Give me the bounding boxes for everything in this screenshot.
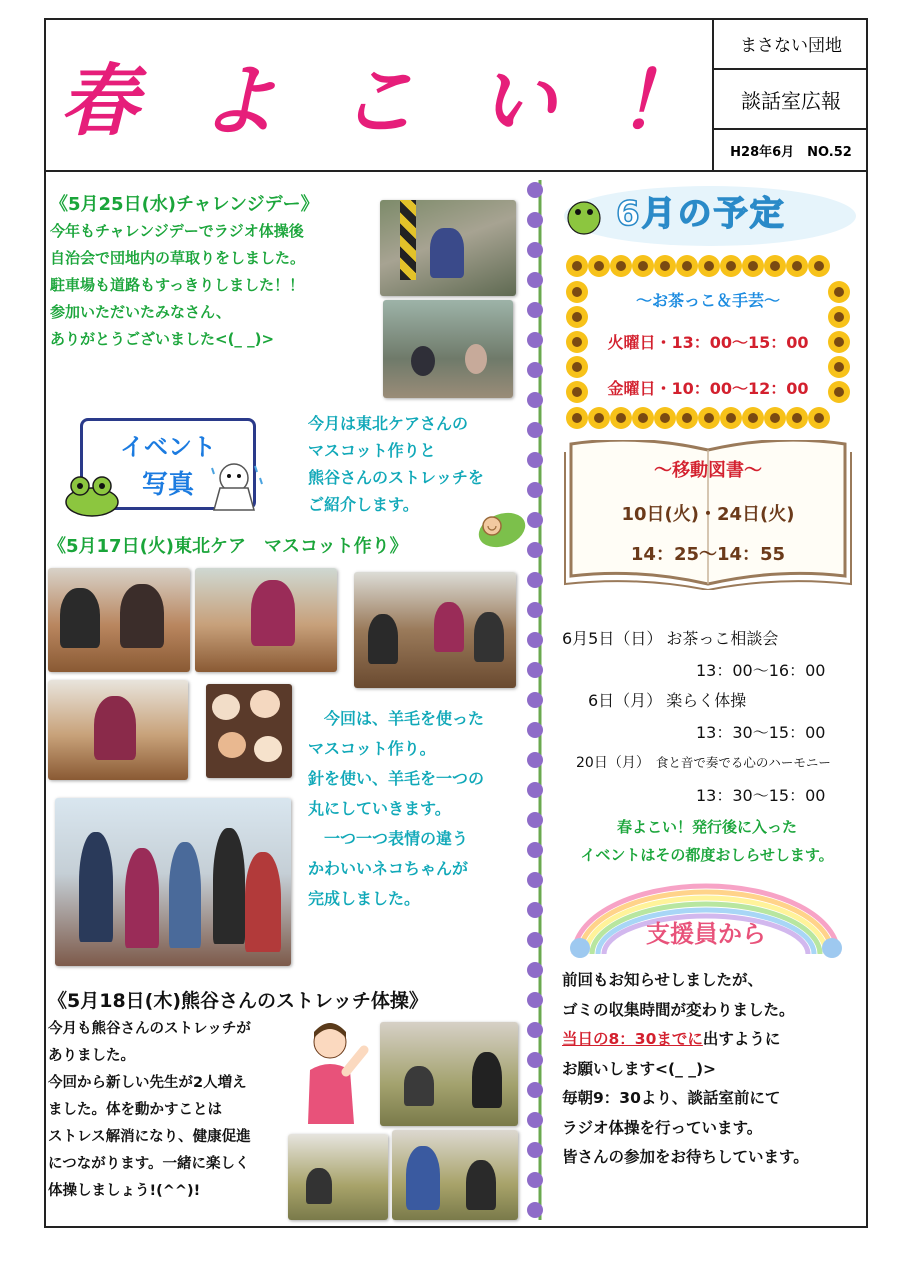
morning-glory-icon bbox=[527, 362, 543, 378]
mascot-photo-4 bbox=[48, 680, 188, 780]
cat-mascots-photo bbox=[206, 684, 292, 778]
badge-line: イベント bbox=[120, 433, 216, 461]
text-line: 前回もお知らせしましたが、 bbox=[562, 971, 764, 989]
morning-glory-icon bbox=[527, 1022, 543, 1038]
sunflower-center bbox=[704, 413, 714, 423]
stretch-photo-2 bbox=[288, 1134, 388, 1220]
morning-glory-icon bbox=[527, 1172, 543, 1188]
schedule-time: 13：00～16：00 bbox=[696, 661, 826, 680]
schedule-note-2: イベントはその都度おしらせします。 bbox=[580, 846, 834, 864]
morning-glory-icon bbox=[527, 1142, 543, 1158]
text-line: ストレス解消になり、健康促進 bbox=[48, 1129, 251, 1145]
morning-glory-icon bbox=[527, 542, 543, 558]
sunflower-center bbox=[748, 413, 758, 423]
text-line: 駐車場も道路もすっきりしました！！ bbox=[50, 276, 305, 294]
sunflower-center bbox=[594, 261, 604, 271]
morning-glory-icon bbox=[527, 332, 543, 348]
newsletter-name: 談話室広報 bbox=[712, 70, 868, 128]
morning-glory-icon bbox=[527, 932, 543, 948]
sunflower-center bbox=[792, 413, 802, 423]
weeding-photo-2 bbox=[383, 300, 513, 398]
june-schedule-title: 6月の予定 bbox=[616, 194, 786, 234]
schedule-date: 6月5日（日） bbox=[562, 629, 663, 648]
text-line: 自治会で団地内の草取りをしました。 bbox=[50, 249, 306, 267]
mascot-photo-1 bbox=[48, 568, 190, 672]
morning-glory-icon bbox=[527, 902, 543, 918]
text-line: 完成しました。 bbox=[308, 889, 421, 908]
text-line: ラジオ体操を行っています。 bbox=[562, 1118, 763, 1137]
sunflower-center bbox=[814, 413, 824, 423]
text-line: ゴミの収集時間が変わりました。 bbox=[562, 1000, 795, 1019]
support-title: 支援員から bbox=[646, 920, 766, 948]
text-line: 体操しましょう!(^^)! bbox=[48, 1183, 201, 1199]
sunflower-center bbox=[814, 261, 824, 271]
morning-glory-icon bbox=[527, 992, 543, 1008]
text-line: ありました。 bbox=[48, 1048, 135, 1064]
sunflower-center bbox=[726, 261, 736, 271]
sunflower-center bbox=[704, 261, 714, 271]
event-intro bbox=[308, 410, 528, 518]
weeding-photo-1 bbox=[380, 200, 516, 296]
schedule-note-1: 春よこい！発行後に入った bbox=[616, 818, 797, 836]
text-line: 参加いただいたみなさん、 bbox=[50, 303, 231, 321]
sunflower-center bbox=[616, 261, 626, 271]
header-divider bbox=[44, 170, 868, 172]
morning-glory-icon bbox=[527, 662, 543, 678]
morning-glory-icon bbox=[527, 1052, 543, 1068]
flower-vine-divider bbox=[525, 180, 555, 1220]
sunflower-center bbox=[834, 362, 844, 372]
schedule-event: お茶っこ相談会 bbox=[666, 629, 779, 648]
tea-craft-tuesday: 火曜日・13：00～15：00 bbox=[607, 333, 809, 352]
mascot-text bbox=[308, 704, 523, 914]
text-line: ご紹介します。 bbox=[308, 495, 419, 514]
sunflower-center bbox=[682, 413, 692, 423]
sunflower-center bbox=[638, 261, 648, 271]
morning-glory-icon bbox=[527, 422, 543, 438]
sunflower-center bbox=[572, 362, 582, 372]
text-line: 今年もチャレンジデーでラジオ体操後 bbox=[50, 222, 304, 240]
mascot-photo-3 bbox=[354, 572, 516, 688]
title-char: ！ bbox=[617, 57, 700, 147]
morning-glory-icon bbox=[527, 962, 543, 978]
support-text bbox=[562, 966, 862, 1173]
morning-glory-icon bbox=[527, 842, 543, 858]
sunflower-center bbox=[834, 312, 844, 322]
sunflower-center bbox=[572, 312, 582, 322]
sunflower-center bbox=[572, 261, 582, 271]
text-line: マスコット作り。 bbox=[308, 739, 436, 758]
mobile-library-box bbox=[563, 440, 853, 590]
challenge-day-heading: 《5月25日(水)チャレンジデー》 bbox=[50, 194, 319, 215]
text-line: 毎朝9：30より、談話室前にて bbox=[562, 1089, 781, 1107]
group-photo bbox=[55, 798, 291, 966]
morning-glory-icon bbox=[527, 782, 543, 798]
sunflower-center bbox=[770, 413, 780, 423]
morning-glory-icon bbox=[527, 482, 543, 498]
title-char: こ bbox=[338, 57, 421, 147]
stretch-text bbox=[48, 1016, 298, 1205]
sunflower-center bbox=[770, 261, 780, 271]
morning-glory-icon bbox=[527, 212, 543, 228]
snail-leaf-icon bbox=[472, 506, 528, 550]
schedule-time: 13：30～15：00 bbox=[696, 723, 826, 742]
morning-glory-icon bbox=[527, 1202, 543, 1218]
challenge-day-text bbox=[50, 218, 380, 353]
tea-craft-title: ～お茶っこ＆手芸～ bbox=[635, 291, 780, 310]
sunflower-center bbox=[594, 413, 604, 423]
sunflower-center bbox=[660, 413, 670, 423]
issue-number: H28年6月 NO.52 bbox=[712, 130, 868, 170]
org-name: まさない団地 bbox=[712, 18, 868, 68]
morning-glory-icon bbox=[527, 1112, 543, 1128]
schedule-date: 20日（月） bbox=[576, 755, 650, 771]
title-char: 春 bbox=[60, 57, 143, 147]
tea-craft-friday: 金曜日・10：00～12：00 bbox=[607, 379, 809, 398]
title-char: よ bbox=[199, 57, 282, 147]
morning-glory-icon bbox=[527, 512, 543, 528]
text-line: かわいいネコちゃんが bbox=[308, 859, 469, 878]
text-line: お願いします<(_ _)> bbox=[562, 1059, 717, 1078]
text-line: 皆さんの参加をお待ちしています。 bbox=[562, 1148, 809, 1166]
text-line: 熊谷さんのストレッチを bbox=[308, 468, 484, 487]
sunflower-center bbox=[682, 261, 692, 271]
morning-glory-icon bbox=[527, 602, 543, 618]
schedule-time: 13：30～15：00 bbox=[696, 786, 826, 805]
stretch-photo-3 bbox=[392, 1130, 518, 1220]
schedule-event: 楽らく体操 bbox=[666, 691, 747, 710]
morning-glory-icon bbox=[527, 872, 543, 888]
sunflower-center bbox=[572, 413, 582, 423]
frog-icon bbox=[62, 470, 122, 518]
schedule-event: 食と音で奏でる心のハーモニー bbox=[655, 755, 831, 770]
text-line: マスコット作りと bbox=[308, 441, 436, 460]
teru-teru-bozu-icon bbox=[208, 458, 264, 514]
highlight-deadline: 当日の8：30までに bbox=[562, 1030, 703, 1048]
schedule-item bbox=[562, 626, 778, 649]
newsletter-title bbox=[60, 40, 700, 150]
morning-glory-icon bbox=[527, 392, 543, 408]
morning-glory-icon bbox=[527, 1082, 543, 1098]
mascot-photo-2 bbox=[195, 568, 337, 672]
text-line: ありがとうございました<(_ _)> bbox=[50, 330, 275, 348]
text-line: 今月は東北ケアさんの bbox=[308, 414, 469, 433]
text-fragment: 出すように bbox=[702, 1030, 781, 1048]
morning-glory-icon bbox=[527, 632, 543, 648]
tea-craft-box bbox=[563, 252, 853, 432]
morning-glory-icon bbox=[527, 722, 543, 738]
stretching-woman-icon bbox=[300, 1020, 370, 1128]
morning-glory-icon bbox=[527, 692, 543, 708]
text-line: 今月も熊谷さんのストレッチが bbox=[48, 1021, 251, 1037]
stretch-photo-1 bbox=[380, 1022, 518, 1126]
mascot-heading: 《5月17日(火)東北ケア マスコット作り》 bbox=[48, 536, 408, 557]
morning-glory-icon bbox=[527, 812, 543, 828]
morning-glory-icon bbox=[527, 182, 543, 198]
sunflower-center bbox=[660, 261, 670, 271]
schedule-item bbox=[576, 752, 831, 772]
morning-glory-icon bbox=[527, 572, 543, 588]
text-line: 一つ一つ表情の違う bbox=[308, 829, 469, 848]
morning-glory-icon bbox=[527, 242, 543, 258]
schedule-date: 6日（月） bbox=[588, 691, 663, 710]
text-line: につながります。一緒に楽しく bbox=[48, 1156, 250, 1172]
sunflower-center bbox=[726, 413, 736, 423]
text-line: 丸にしていきます。 bbox=[308, 799, 451, 818]
title-char: い bbox=[478, 57, 561, 147]
library-dates: 10日(火)・24日(火) bbox=[621, 504, 795, 525]
sunflower-center bbox=[616, 413, 626, 423]
text-line: 今回から新しい先生が2人増え bbox=[48, 1075, 247, 1091]
library-title: ～移動図書～ bbox=[654, 460, 762, 481]
sunflower-center bbox=[638, 413, 648, 423]
text-line bbox=[562, 1025, 862, 1055]
badge-line: 写真 bbox=[141, 470, 194, 500]
stretch-heading: 《5月18日(木)熊谷さんのストレッチ体操》 bbox=[48, 990, 428, 1012]
morning-glory-icon bbox=[527, 752, 543, 768]
morning-glory-icon bbox=[527, 272, 543, 288]
sunflower-center bbox=[792, 261, 802, 271]
text-line: 針を使い、羊毛を一つの bbox=[308, 769, 485, 788]
morning-glory-icon bbox=[527, 452, 543, 468]
schedule-item bbox=[588, 688, 746, 711]
sunflower-center bbox=[748, 261, 758, 271]
library-time: 14：25～14：55 bbox=[630, 544, 786, 565]
text-line: 今回は、羊毛を使った bbox=[308, 709, 485, 728]
text-line: ました。体を動かすことは bbox=[48, 1102, 222, 1118]
morning-glory-icon bbox=[527, 302, 543, 318]
